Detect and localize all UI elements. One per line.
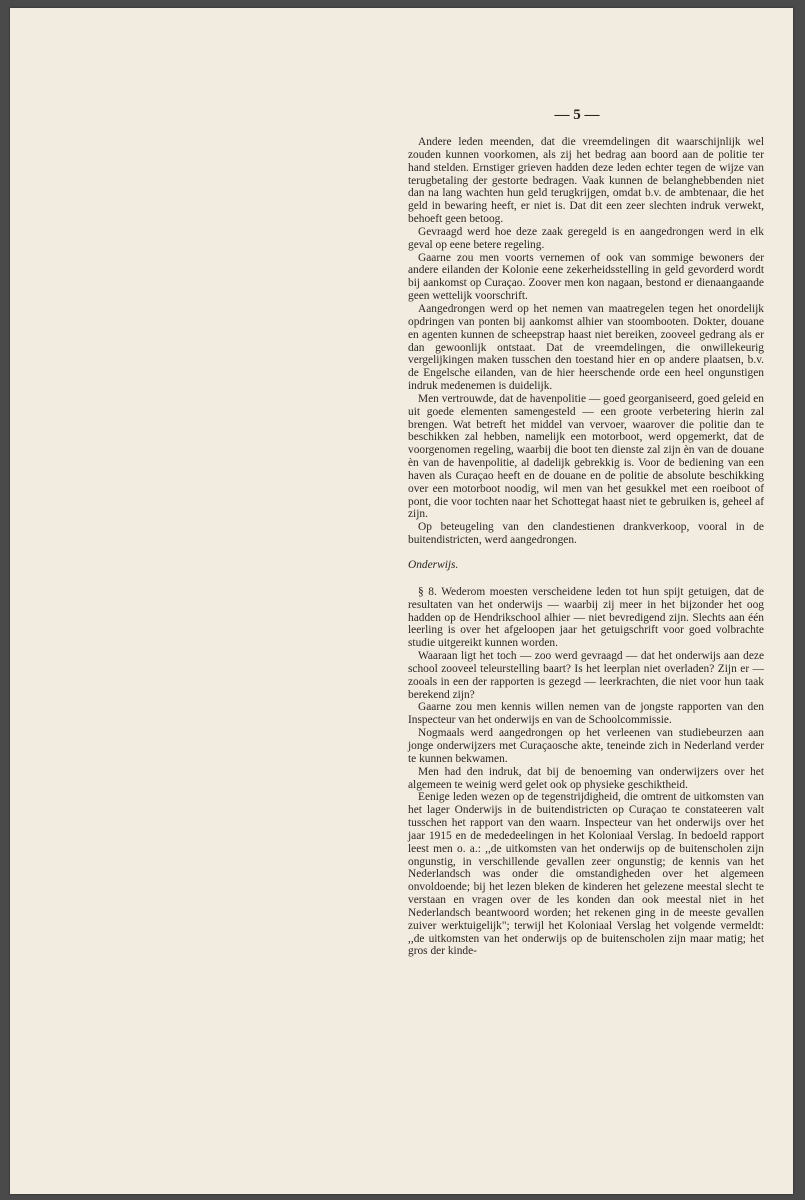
paragraph: Gevraagd werd hoe deze zaak geregeld is en aangedrongen werd in elk geval op eene betere regeling. [408, 225, 764, 251]
paragraph: Men vertrouwde, dat de havenpolitie — goed georganiseerd, goed geleid en uit goede elementen samengesteld — een groote verbetering hierin zal brengen. Wat betreft het middel van vervoer, waarover die politie dan te beschikken zal hebben, namelijk een motorboot, werd opgemerkt, dat de voorgenomen regeling, waarbij die boot ten dienste zal zijn èn van de douane èn van de havenpolitie, al dadelijk gebrekkig is. Voor de bediening van een haven als Curaçao heeft en de douane en de politie de absolute beschikking over een motorboot noodig, wil men van het gesukkel met een roeiboot of pont, die voor tochten naar het Schottegat haast niet te gebruiken is, geheel af zijn. [408, 392, 764, 521]
paragraph: Eenige leden wezen op de tegenstrijdigheid, die omtrent de uitkomsten van het lager Onderwijs in de buitendistricten op Curaçao te constateeren valt tusschen het rapport van den waarn. Inspecteur van het onderwijs over het jaar 1915 en de mededeelingen in het Koloniaal Verslag. In bedoeld rapport leest men o. a.: ,,de uitkomsten van het onderwijs op de buitenscholen zijn ongunstig, in verschillende gevallen zeer ongunstig; de kennis van het Nederlandsch was onder die omstandigheden over het algemeen onvoldoende; bij het lezen bleken de kinderen het gelezene meestal slecht te verstaan en vragen over de les konden dan ook meestal niet in het Nederlandsch beantwoord worden; het rekenen ging in de meeste gevallen zuiver werktuigelijk"; terwijl het Koloniaal Verslag het volgende vermeldt: ,,de uitkomsten van het onderwijs op de buitenscholen zijn maar matig; het gros der kinde- [408, 791, 764, 958]
document-page [10, 8, 793, 1194]
section-heading: Onderwijs. [408, 559, 459, 571]
paragraph: Nogmaals werd aangedrongen op het verleenen van studiebeurzen aan jonge onderwijzers met Curaçaosche akte, teneinde zich in Nederland verder te kunnen bekwamen. [408, 727, 764, 765]
page-number: — 5 — [554, 107, 600, 123]
paragraph: Waaraan ligt het toch — zoo werd gevraagd — dat het onderwijs aan deze school zooveel teleurstelling baart? Is het leerplan niet overladen? Zijn er — zooals in een der rapporten is gezegd — leerkrachten, die niet voor hun taak berekend zijn? [408, 650, 764, 701]
paragraph: Aangedrongen werd op het nemen van maatregelen tegen het onordelijk opdringen van ponten bij aankomst alhier van stoombooten. Dokter, douane en agenten kunnen de scheepstrap haast niet bereiken, zooveel gedrang als er dan gewoonlijk ontstaat. Dat de vreemdelingen, die onwillekeurig vergelijkingen maken tusschen den toestand hier en op andere plaatsen, b.v. de Engelsche eilanden, van de hier heerschende orde een heel ongunstigen indruk medenemen is duidelijk. [408, 302, 764, 393]
paragraph: Gaarne zou men voorts vernemen of ook van sommige bewoners der andere eilanden der Kolonie eene zekerheidsstelling in geld gevorderd wordt bij aankomst op Curaçao. Zoover men kon nagaan, bestond er dienaangaande geen wettelijk voorschrift. [408, 251, 764, 303]
text-column [408, 136, 764, 958]
paragraph: Andere leden meenden, dat die vreemdelingen dit waarschijnlijk wel zouden kunnen voorkomen, als zij het bedrag aan boord aan de politie ter hand stelden. Ernstiger grieven hadden deze leden echter tegen de wijze van terugbetaling der gestorte bedragen. Vaak kunnen de belanghebbenden niet dan na lang wachten hun geld terugkrijgen, omdat b.v. de ambtenaar, die het geld in bewaring heeft, er niet is. Dat dit een zeer slechten indruk verwekt, behoeft geen betoog. [408, 136, 764, 226]
paragraph: Men had den indruk, dat bij de benoeming van onderwijzers over het algemeen te weinig werd gelet ook op physieke geschiktheid. [408, 765, 764, 791]
paragraph: § 8. Wederom moesten verscheidene leden tot hun spijt getuigen, dat de resultaten van het onderwijs — waarbij zij meer in het bijzonder het oog hadden op de Hendrikschool alhier — niet bevredigend zijn. Slechts aan één leerling is over het afgeloopen jaar het getuigschrift voor goed volbrachte studie uitgereikt kunnen worden. [408, 585, 764, 650]
paragraph: Op beteugeling van den clandestienen drankverkoop, vooral in de buitendistricten, werd aangedrongen. [408, 521, 764, 547]
paragraph: Gaarne zou men kennis willen nemen van de jongste rapporten van den Inspecteur van het onderwijs en van de Schoolcommissie. [408, 701, 764, 727]
